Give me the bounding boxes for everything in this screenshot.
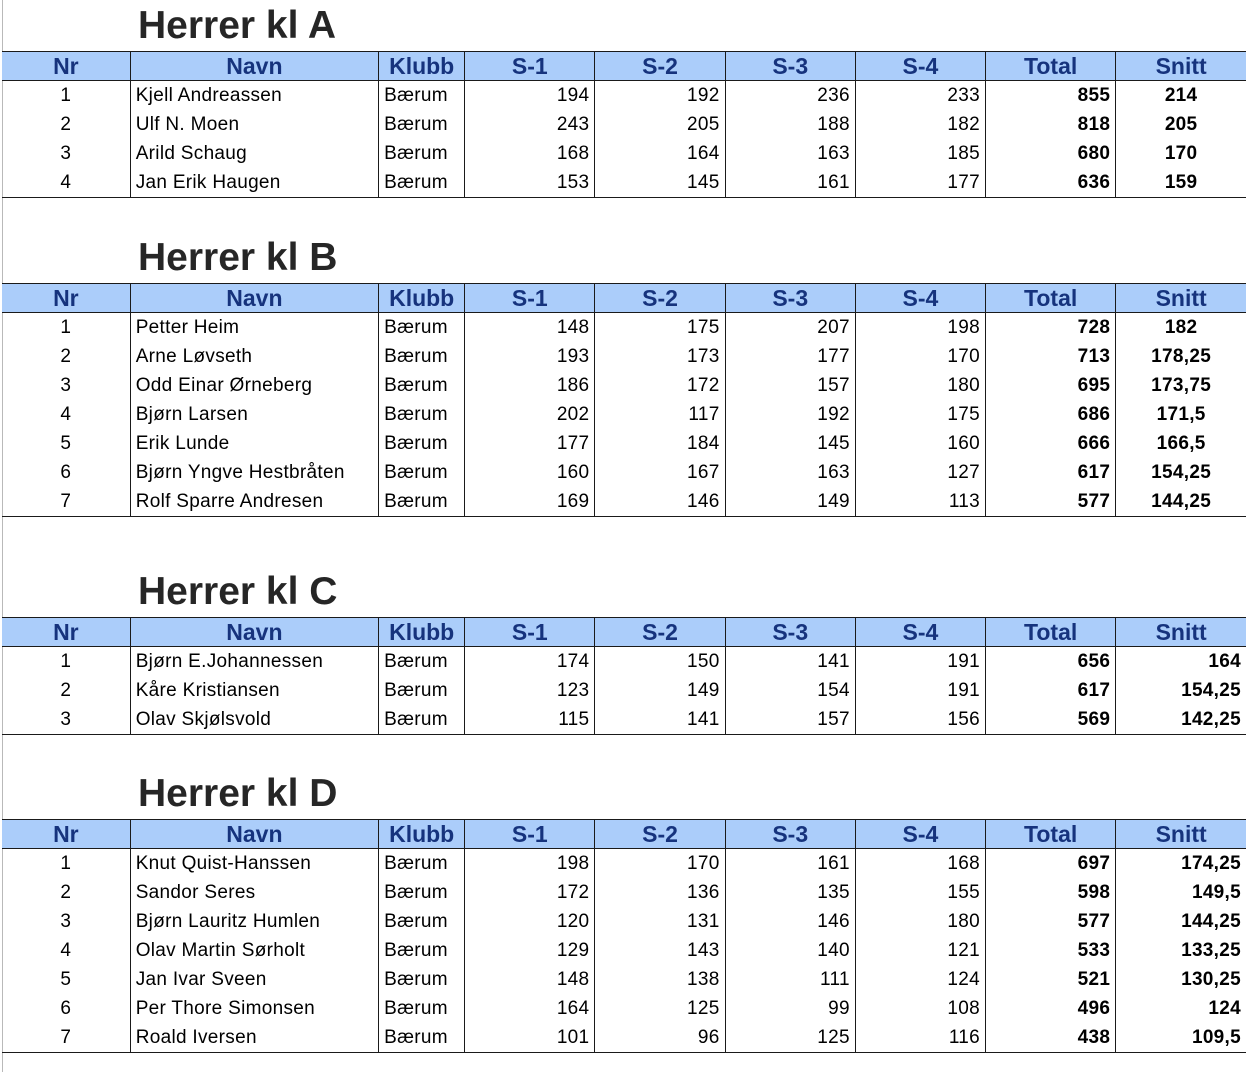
- cell-navn: Rolf Sparre Andresen: [130, 487, 378, 517]
- cell-s4: 180: [855, 371, 985, 400]
- header-row: [2, 52, 1246, 81]
- column-header-navn: Navn: [130, 820, 378, 849]
- cell-total: 569: [986, 705, 1116, 735]
- cell-navn: Jan Ivar Sveen: [130, 965, 378, 994]
- cell-s3: 135: [725, 878, 855, 907]
- cell-s4: 191: [855, 647, 985, 677]
- cell-s3: 157: [725, 371, 855, 400]
- cell-s1: 101: [465, 1023, 595, 1053]
- cell-s4: 155: [855, 878, 985, 907]
- cell-s1: 123: [465, 676, 595, 705]
- cell-s1: 174: [465, 647, 595, 677]
- cell-navn: Bjørn Yngve Hestbråten: [130, 458, 378, 487]
- cell-total: 533: [986, 936, 1116, 965]
- cell-s2: 149: [595, 676, 725, 705]
- cell-total: 598: [986, 878, 1116, 907]
- table-row: [2, 139, 1246, 168]
- column-header-s1: S-1: [465, 820, 595, 849]
- cell-s1: 243: [465, 110, 595, 139]
- cell-navn: Arne Løvseth: [130, 342, 378, 371]
- cell-s3: 161: [725, 168, 855, 198]
- cell-nr: 5: [60, 969, 72, 990]
- table-row: [2, 676, 1246, 705]
- cell-snitt: 173,75: [1116, 371, 1246, 400]
- cell-s3: 163: [725, 458, 855, 487]
- cell-total: 713: [986, 342, 1116, 371]
- cell-klubb: Bærum: [379, 487, 465, 517]
- cell-nr: 5: [60, 433, 72, 454]
- column-header-nr: Nr: [2, 284, 130, 313]
- column-header-navn: Navn: [130, 284, 378, 313]
- cell-s1: 194: [465, 81, 595, 111]
- cell-nr: 4: [60, 404, 72, 425]
- cell-snitt: 144,25: [1116, 487, 1246, 517]
- cell-navn: Olav Martin Sørholt: [130, 936, 378, 965]
- cell-snitt: 182: [1116, 313, 1246, 343]
- cell-s1: 202: [465, 400, 595, 429]
- cell-s3: 236: [725, 81, 855, 111]
- column-header-klubb: Klubb: [379, 618, 465, 647]
- cell-nr: 3: [60, 375, 72, 396]
- section-title: Herrer kl D: [138, 772, 338, 815]
- cell-nr: 4: [2, 168, 130, 198]
- cell-total: 728: [986, 313, 1116, 343]
- cell-total: 577: [986, 487, 1116, 517]
- column-header-klubb: Klubb: [379, 820, 465, 849]
- section-title: Herrer kl B: [138, 236, 338, 279]
- cell-s2: 167: [595, 458, 725, 487]
- cell-s2: 131: [595, 907, 725, 936]
- cell-nr: 6: [60, 462, 72, 483]
- cell-snitt: 142,25: [1116, 705, 1246, 735]
- column-header-snitt: Snitt: [1116, 284, 1246, 313]
- cell-nr: 2: [60, 882, 72, 903]
- cell-total: 666: [986, 429, 1116, 458]
- cell-snitt: 154,25: [1116, 676, 1246, 705]
- cell-klubb: Bærum: [379, 400, 465, 429]
- cell-s3: 163: [725, 139, 855, 168]
- header-row: [2, 284, 1246, 313]
- table-row: [2, 487, 1246, 517]
- cell-navn: Bjørn E.Johannessen: [130, 647, 378, 677]
- cell-klubb: Bærum: [379, 878, 465, 907]
- cell-s3: 149: [725, 487, 855, 517]
- cell-klubb: Bærum: [379, 110, 465, 139]
- cell-s2: 184: [595, 429, 725, 458]
- column-header-s1: S-1: [465, 284, 595, 313]
- cell-s3: 188: [725, 110, 855, 139]
- cell-s2: 205: [595, 110, 725, 139]
- column-header-total: Total: [986, 618, 1116, 647]
- cell-nr: 3: [60, 911, 72, 932]
- cell-total: 855: [986, 81, 1116, 111]
- cell-total: 617: [986, 676, 1116, 705]
- section-title: Herrer kl A: [138, 4, 336, 47]
- cell-snitt: 130,25: [1116, 965, 1246, 994]
- cell-s2: 145: [595, 168, 725, 198]
- cell-s3: 111: [725, 965, 855, 994]
- cell-navn: Erik Lunde: [130, 429, 378, 458]
- column-header-s4: S-4: [855, 820, 985, 849]
- cell-s1: 153: [465, 168, 595, 198]
- cell-nr: 1: [60, 651, 72, 672]
- cell-s4: 108: [855, 994, 985, 1023]
- cell-s2: 192: [595, 81, 725, 111]
- cell-klubb: Bærum: [379, 342, 465, 371]
- cell-snitt: 166,5: [1116, 429, 1246, 458]
- table-row: [2, 936, 1246, 965]
- table-row: [2, 907, 1246, 936]
- cell-snitt: 124: [1116, 994, 1246, 1023]
- cell-total: 438: [986, 1023, 1116, 1053]
- cell-s3: 192: [725, 400, 855, 429]
- cell-s1: 148: [465, 313, 595, 343]
- column-header-s2: S-2: [595, 52, 725, 81]
- column-header-s1: S-1: [465, 618, 595, 647]
- cell-s2: 143: [595, 936, 725, 965]
- results-table: [2, 51, 1246, 198]
- column-header-s3: S-3: [725, 618, 855, 647]
- column-header-s3: S-3: [725, 820, 855, 849]
- cell-s4: 177: [855, 168, 985, 198]
- cell-total: 818: [986, 110, 1116, 139]
- cell-s4: 121: [855, 936, 985, 965]
- cell-total: 617: [986, 458, 1116, 487]
- cell-s2: 146: [595, 487, 725, 517]
- cell-s1: 160: [465, 458, 595, 487]
- cell-nr: 7: [2, 487, 130, 517]
- cell-klubb: Bærum: [379, 139, 465, 168]
- column-header-s2: S-2: [595, 284, 725, 313]
- cell-nr: 1: [60, 853, 72, 874]
- cell-nr: 2: [60, 346, 72, 367]
- table-row: [2, 458, 1246, 487]
- cell-nr: 3: [2, 705, 130, 735]
- cell-navn: Jan Erik Haugen: [130, 168, 378, 198]
- cell-snitt: 170: [1116, 139, 1246, 168]
- cell-navn: Knut Quist-Hanssen: [130, 849, 378, 879]
- table-row: [2, 168, 1246, 198]
- cell-snitt: 205: [1116, 110, 1246, 139]
- cell-nr: 2: [60, 680, 72, 701]
- column-header-snitt: Snitt: [1116, 820, 1246, 849]
- cell-s3: 125: [725, 1023, 855, 1053]
- cell-total: 697: [986, 849, 1116, 879]
- cell-nr: 1: [60, 317, 72, 338]
- cell-klubb: Bærum: [379, 313, 465, 343]
- cell-navn: Bjørn Lauritz Humlen: [130, 907, 378, 936]
- cell-s4: 113: [855, 487, 985, 517]
- cell-s3: 140: [725, 936, 855, 965]
- cell-total: 680: [986, 139, 1116, 168]
- cell-s3: 141: [725, 647, 855, 677]
- column-header-nr: Nr: [2, 820, 130, 849]
- cell-s1: 168: [465, 139, 595, 168]
- cell-s3: 146: [725, 907, 855, 936]
- cell-s3: 177: [725, 342, 855, 371]
- cell-snitt: 174,25: [1116, 849, 1246, 879]
- cell-s1: 120: [465, 907, 595, 936]
- column-header-s4: S-4: [855, 284, 985, 313]
- cell-total: 577: [986, 907, 1116, 936]
- table-row: [2, 110, 1246, 139]
- cell-navn: Kjell Andreassen: [130, 81, 378, 111]
- cell-navn: Petter Heim: [130, 313, 378, 343]
- cell-s2: 172: [595, 371, 725, 400]
- cell-klubb: Bærum: [379, 994, 465, 1023]
- cell-s4: 191: [855, 676, 985, 705]
- table-row: [2, 849, 1246, 879]
- cell-klubb: Bærum: [379, 676, 465, 705]
- column-header-s2: S-2: [595, 618, 725, 647]
- table-row: [2, 429, 1246, 458]
- column-header-snitt: Snitt: [1116, 618, 1246, 647]
- cell-s1: 172: [465, 878, 595, 907]
- cell-s1: 115: [465, 705, 595, 735]
- column-header-s4: S-4: [855, 52, 985, 81]
- cell-s2: 170: [595, 849, 725, 879]
- cell-klubb: Bærum: [379, 168, 465, 198]
- cell-nr: 3: [60, 143, 72, 164]
- cell-s4: 182: [855, 110, 985, 139]
- cell-total: 695: [986, 371, 1116, 400]
- table-row: [2, 313, 1246, 343]
- cell-s1: 198: [465, 849, 595, 879]
- cell-klubb: Bærum: [379, 429, 465, 458]
- cell-navn: Roald Iversen: [130, 1023, 378, 1053]
- cell-navn: Odd Einar Ørneberg: [130, 371, 378, 400]
- cell-navn: Per Thore Simonsen: [130, 994, 378, 1023]
- cell-klubb: Bærum: [379, 1023, 465, 1053]
- cell-s2: 150: [595, 647, 725, 677]
- cell-snitt: 171,5: [1116, 400, 1246, 429]
- cell-nr: 2: [60, 114, 72, 135]
- column-header-total: Total: [986, 820, 1116, 849]
- header-row: [2, 820, 1246, 849]
- cell-s2: 175: [595, 313, 725, 343]
- cell-s4: 185: [855, 139, 985, 168]
- cell-total: 496: [986, 994, 1116, 1023]
- cell-total: 656: [986, 647, 1116, 677]
- column-header-snitt: Snitt: [1116, 52, 1246, 81]
- cell-s3: 99: [725, 994, 855, 1023]
- cell-s2: 164: [595, 139, 725, 168]
- table-row: [2, 81, 1246, 111]
- cell-nr: 1: [60, 85, 72, 106]
- cell-total: 521: [986, 965, 1116, 994]
- cell-snitt: 159: [1116, 168, 1246, 198]
- column-header-klubb: Klubb: [379, 284, 465, 313]
- cell-s1: 193: [465, 342, 595, 371]
- table-row: [2, 1023, 1246, 1053]
- cell-snitt: 154,25: [1116, 458, 1246, 487]
- cell-s2: 141: [595, 705, 725, 735]
- cell-navn: Sandor Seres: [130, 878, 378, 907]
- column-header-s4: S-4: [855, 618, 985, 647]
- table-row: [2, 371, 1246, 400]
- column-header-s2: S-2: [595, 820, 725, 849]
- section-title: Herrer kl C: [138, 570, 338, 613]
- results-table: [2, 283, 1246, 517]
- cell-navn: Kåre Kristiansen: [130, 676, 378, 705]
- cell-snitt: 144,25: [1116, 907, 1246, 936]
- cell-klubb: Bærum: [379, 936, 465, 965]
- cell-nr: 6: [60, 998, 72, 1019]
- table-row: [2, 994, 1246, 1023]
- cell-s2: 96: [595, 1023, 725, 1053]
- cell-klubb: Bærum: [379, 965, 465, 994]
- cell-s1: 148: [465, 965, 595, 994]
- table-row: [2, 647, 1246, 677]
- table-row: [2, 878, 1246, 907]
- cell-snitt: 133,25: [1116, 936, 1246, 965]
- cell-s3: 161: [725, 849, 855, 879]
- cell-klubb: Bærum: [379, 705, 465, 735]
- cell-s4: 127: [855, 458, 985, 487]
- cell-s1: 129: [465, 936, 595, 965]
- cell-navn: Arild Schaug: [130, 139, 378, 168]
- cell-klubb: Bærum: [379, 907, 465, 936]
- table-row: [2, 400, 1246, 429]
- column-header-total: Total: [986, 52, 1116, 81]
- cell-s4: 170: [855, 342, 985, 371]
- column-header-s1: S-1: [465, 52, 595, 81]
- cell-klubb: Bærum: [379, 647, 465, 677]
- cell-s3: 145: [725, 429, 855, 458]
- cell-snitt: 149,5: [1116, 878, 1246, 907]
- cell-snitt: 109,5: [1116, 1023, 1246, 1053]
- cell-s2: 125: [595, 994, 725, 1023]
- column-header-navn: Navn: [130, 618, 378, 647]
- cell-navn: Olav Skjølsvold: [130, 705, 378, 735]
- cell-snitt: 214: [1116, 81, 1246, 111]
- cell-s4: 180: [855, 907, 985, 936]
- cell-s3: 154: [725, 676, 855, 705]
- results-table: [2, 819, 1246, 1053]
- cell-s4: 160: [855, 429, 985, 458]
- column-header-total: Total: [986, 284, 1116, 313]
- cell-s2: 117: [595, 400, 725, 429]
- cell-navn: Ulf N. Moen: [130, 110, 378, 139]
- cell-s3: 157: [725, 705, 855, 735]
- cell-s1: 164: [465, 994, 595, 1023]
- cell-snitt: 164: [1116, 647, 1246, 677]
- cell-s4: 156: [855, 705, 985, 735]
- cell-nr: 4: [60, 940, 72, 961]
- cell-klubb: Bærum: [379, 371, 465, 400]
- cell-total: 636: [986, 168, 1116, 198]
- cell-s4: 116: [855, 1023, 985, 1053]
- cell-s4: 124: [855, 965, 985, 994]
- cell-s2: 136: [595, 878, 725, 907]
- cell-total: 686: [986, 400, 1116, 429]
- cell-s4: 198: [855, 313, 985, 343]
- cell-nr: 7: [2, 1023, 130, 1053]
- results-table: [2, 617, 1246, 735]
- cell-s1: 186: [465, 371, 595, 400]
- cell-s1: 169: [465, 487, 595, 517]
- table-row: [2, 342, 1246, 371]
- table-row: [2, 965, 1246, 994]
- table-row: [2, 705, 1246, 735]
- header-row: [2, 618, 1246, 647]
- cell-klubb: Bærum: [379, 458, 465, 487]
- cell-navn: Bjørn Larsen: [130, 400, 378, 429]
- cell-s2: 138: [595, 965, 725, 994]
- cell-s1: 177: [465, 429, 595, 458]
- column-header-nr: Nr: [2, 52, 130, 81]
- column-header-nr: Nr: [2, 618, 130, 647]
- cell-s4: 168: [855, 849, 985, 879]
- column-header-klubb: Klubb: [379, 52, 465, 81]
- cell-snitt: 178,25: [1116, 342, 1246, 371]
- column-header-s3: S-3: [725, 284, 855, 313]
- cell-s2: 173: [595, 342, 725, 371]
- column-header-navn: Navn: [130, 52, 378, 81]
- column-header-s3: S-3: [725, 52, 855, 81]
- cell-s3: 207: [725, 313, 855, 343]
- cell-s4: 233: [855, 81, 985, 111]
- cell-klubb: Bærum: [379, 849, 465, 879]
- cell-klubb: Bærum: [379, 81, 465, 111]
- cell-s4: 175: [855, 400, 985, 429]
